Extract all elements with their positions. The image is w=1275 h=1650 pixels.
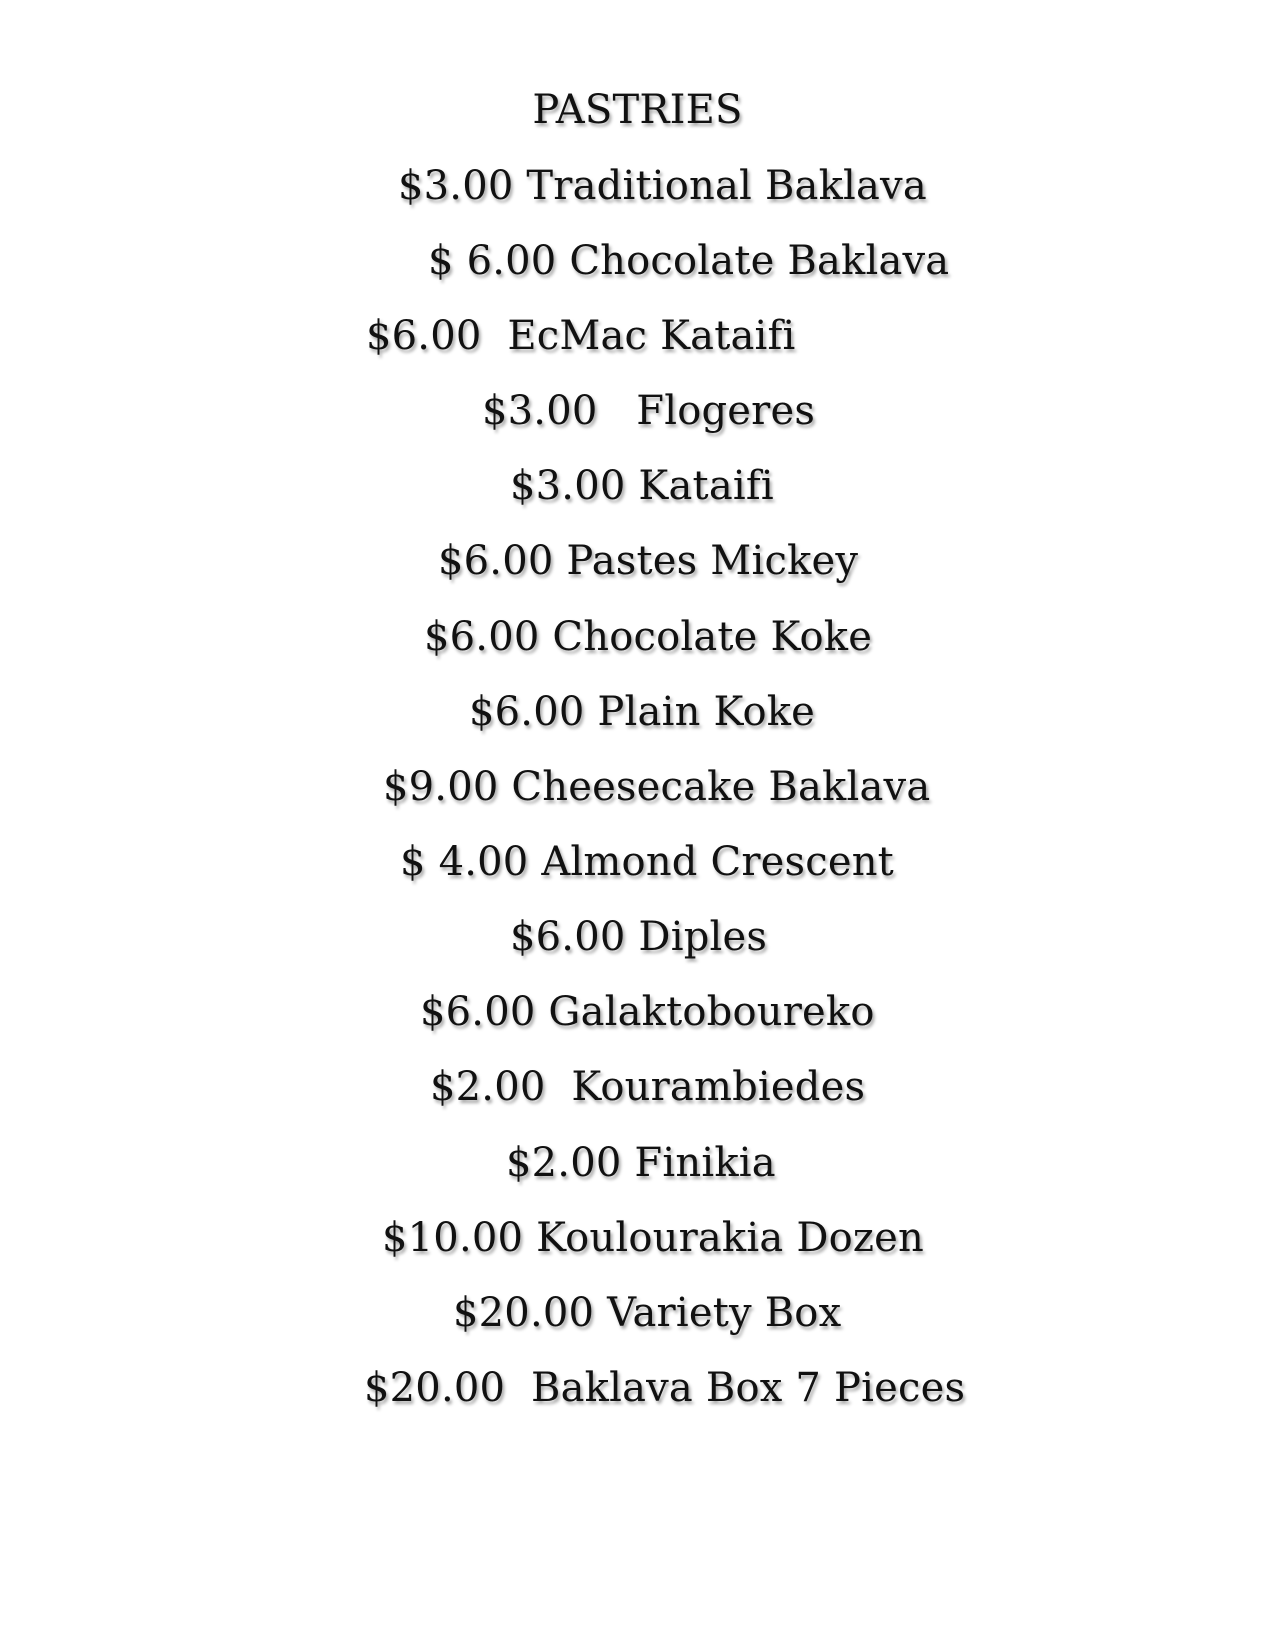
menu-title: PASTRIES (532, 87, 743, 133)
menu-item: $6.00 Diples (510, 914, 768, 960)
menu-item: $2.00 Finikia (506, 1140, 776, 1186)
menu-item: $9.00 Cheesecake Baklava (383, 764, 931, 810)
menu-item: $20.00 Variety Box (453, 1290, 842, 1336)
menu-item: $6.00 Chocolate Koke (424, 614, 873, 660)
menu-item: $ 6.00 Chocolate Baklava (428, 238, 950, 284)
menu-item: $2.00 Kourambiedes (430, 1064, 866, 1110)
menu-item: $6.00 EcMac Kataifi (366, 313, 796, 359)
menu-item: $20.00 Baklava Box 7 Pieces (364, 1365, 966, 1411)
menu-item: $6.00 Galaktoboureko (420, 989, 875, 1035)
menu-item: $3.00 Traditional Baklava (398, 163, 927, 209)
menu-item: $3.00 Flogeres (482, 388, 816, 434)
menu-item: $10.00 Koulourakia Dozen (382, 1215, 924, 1261)
menu-item: $6.00 Pastes Mickey (438, 538, 859, 584)
menu-item: $6.00 Plain Koke (469, 689, 816, 735)
menu-item: $ 4.00 Almond Crescent (400, 839, 894, 885)
menu-item: $3.00 Kataifi (510, 463, 774, 509)
